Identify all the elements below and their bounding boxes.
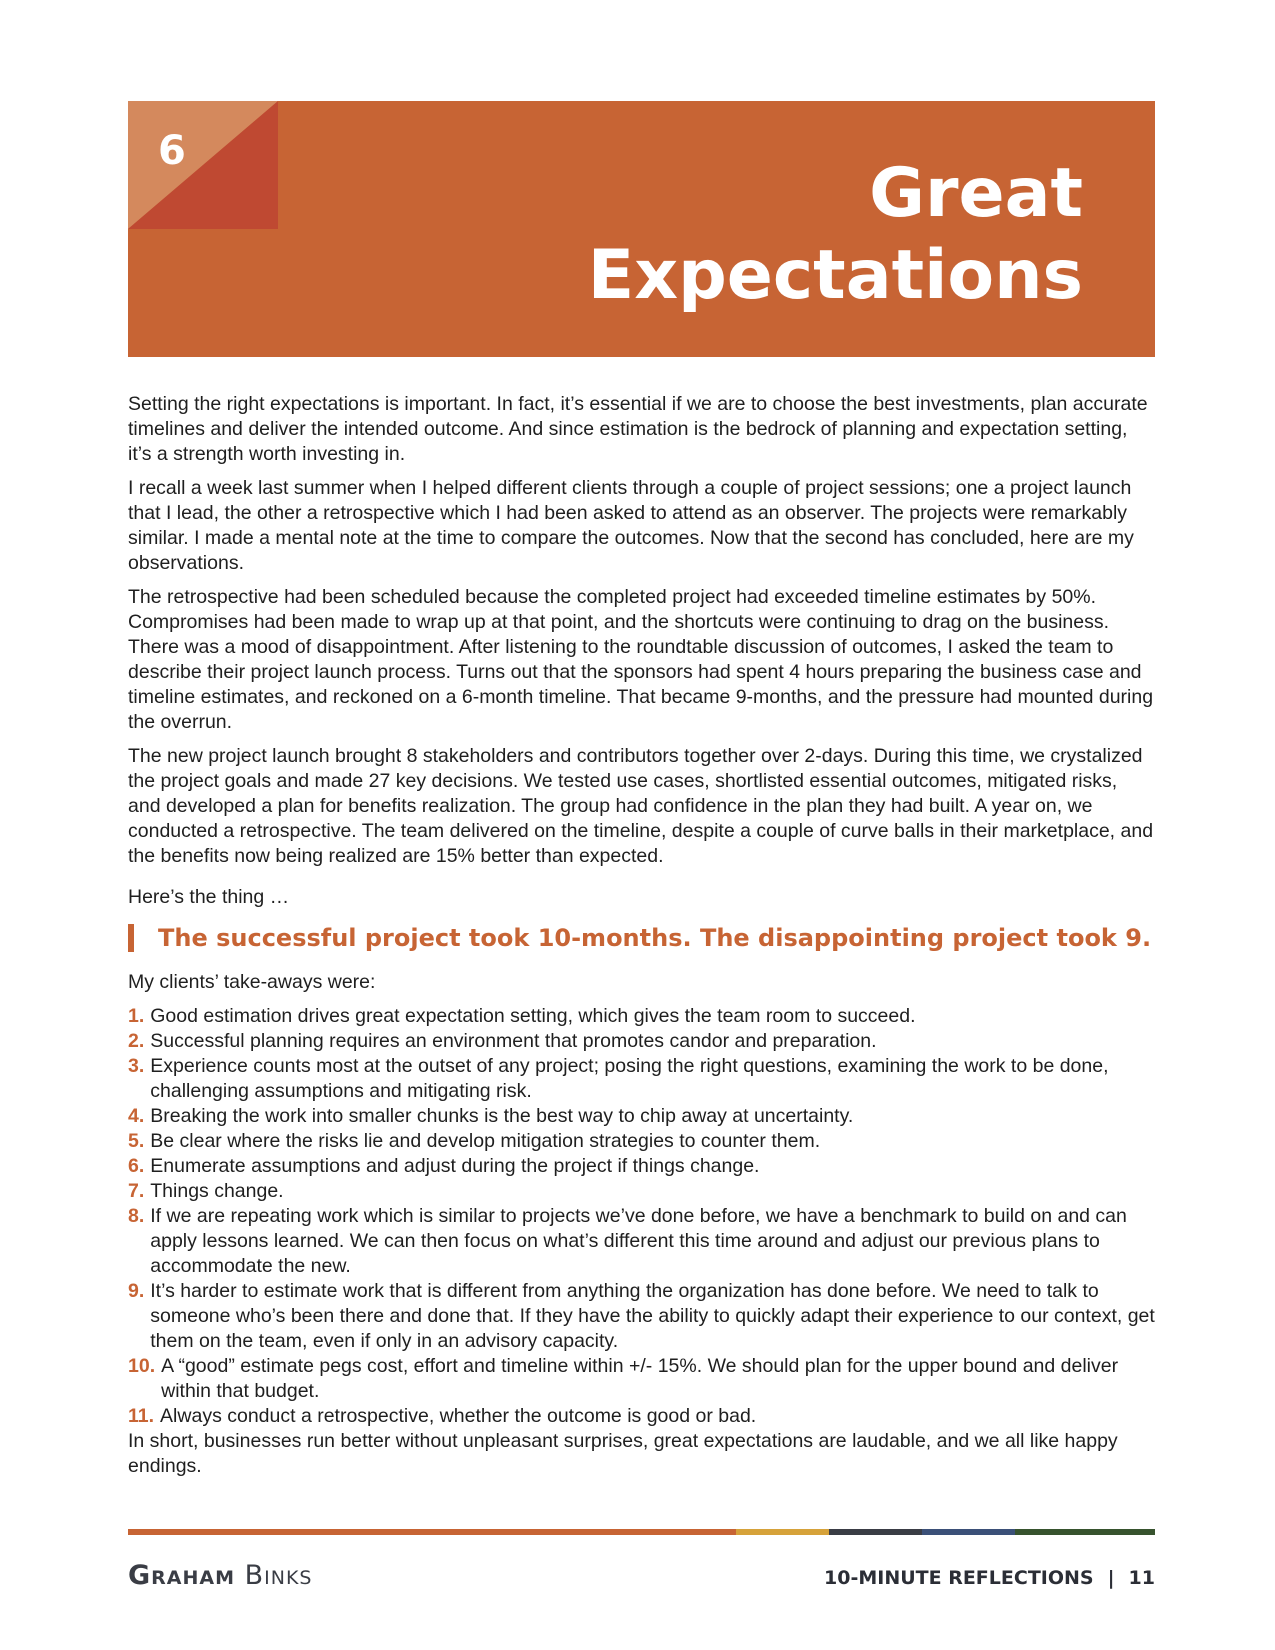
lead-in: Here’s the thing … <box>128 886 290 908</box>
list-number: 7. <box>128 1180 145 1202</box>
chapter-banner <box>128 101 1155 357</box>
rule-segment-green <box>1015 1529 1155 1535</box>
paragraph: Setting the right expectations is important. In fact, it’s essential if we are to choose the best investments, plan accurate timelines and deliver the intended outcome. And since estimation is the bedrock of planning and expectation setting, it’s a strength worth investing in. <box>128 393 1148 465</box>
author-last-name: Binks <box>244 1560 313 1591</box>
author-first-name: Graham <box>128 1560 236 1591</box>
rule-segment-gold <box>736 1529 829 1535</box>
takeaways-intro: My clients’ take-aways were: <box>128 971 376 993</box>
list-item <box>128 1354 1155 1404</box>
author-name <box>128 1561 312 1591</box>
paragraph: The new project launch brought 8 stakeholders and contributors together over 2-days. During this time, we crystalized the project goals and made 27 key decisions. We tested use cases, shortlisted essential outcomes, mitigated risks, and developed a plan for benefits realization. The group had confidence in the plan they had built. A year on, we conducted a retrospective. The team delivered on the timeline, despite a couple of curve balls in their marketplace, and the benefits now being realized are 15% better than expected. <box>128 745 1154 867</box>
list-text: Experience counts most at the outset of any project; posing the right questions, examining the work to be done, challenging assumptions and mitigating risk. <box>150 1055 1109 1102</box>
list-text: Things change. <box>150 1180 284 1202</box>
list-item <box>128 1004 1155 1029</box>
footer-rule <box>128 1529 1155 1535</box>
article-body <box>128 392 1155 1488</box>
page-number: 11 <box>1128 1567 1155 1589</box>
list-text: Breaking the work into smaller chunks is the best way to chip away at uncertainty. <box>150 1105 854 1127</box>
list-text: Be clear where the risks lie and develop mitigation strategies to counter them. <box>150 1130 821 1152</box>
list-text: If we are repeating work which is similar to projects we’ve done before, we have a benchmark to build on and can apply lessons learned. We can then focus on what’s different this time around and adjust our previous plans to accommodate the new. <box>150 1205 1127 1277</box>
rule-segment-charcoal <box>829 1529 922 1535</box>
list-item <box>128 1154 1155 1179</box>
list-number: 1. <box>128 1005 145 1027</box>
list-item <box>128 1104 1155 1129</box>
title-line-2: Expectations <box>587 236 1083 315</box>
list-item <box>128 1029 1155 1054</box>
list-item <box>128 1054 1155 1104</box>
chapter-corner-graphic <box>128 101 278 229</box>
list-text: It’s harder to estimate work that is different from anything the organization has done before. We need to talk to someone who’s been there and done that. If they have the ability to quickly adapt their experience to our context, get them on the team, even if only in an advisory capacity. <box>150 1280 1155 1352</box>
list-number: 8. <box>128 1205 145 1227</box>
list-number: 4. <box>128 1105 145 1127</box>
paragraph: I recall a week last summer when I helped different clients through a couple of project sessions; one a project launch that I lead, the other a retrospective which I had been asked to attend as an observer. The projects were remarkably similar. I made a mental note at the time to compare the outcomes. Now that the second has concluded, here are my observations. <box>128 477 1134 574</box>
list-text: Enumerate assumptions and adjust during the project if things change. <box>150 1155 760 1177</box>
closing-paragraph: In short, businesses run better without unpleasant surprises, great expectations are laudable, and we all like happy endings. <box>128 1430 1118 1477</box>
list-number: 11. <box>128 1405 155 1427</box>
series-title: 10-MINUTE REFLECTIONS <box>824 1567 1094 1589</box>
page-footer-info <box>824 1566 1155 1590</box>
paragraph: The retrospective had been scheduled because the completed project had exceeded timeline estimates by 50%. Compromises had been made to wrap up at that point, and the shortcuts were continuing to drag on the business. There was a mood of disappointment. After listening to the roundtable discussion of outcomes, I asked the team to describe their project launch process. Turns out that the sponsors had spent 4 hours preparing the business case and timeline estimates, and reckoned on a 6-month timeline. That became 9-months, and the pressure had mounted during the overrun. <box>128 586 1154 733</box>
list-text: Good estimation drives great expectation setting, which gives the team room to succeed. <box>150 1005 916 1027</box>
page-title <box>588 153 1083 317</box>
title-line-1: Great <box>869 154 1083 233</box>
list-text: A “good” estimate pegs cost, effort and timeline within +/- 15%. We should plan for the upper bound and deliver within that budget. <box>161 1355 1119 1402</box>
list-text: Always conduct a retrospective, whether the outcome is good or bad. <box>160 1405 757 1427</box>
list-item <box>128 1279 1155 1354</box>
list-number: 3. <box>128 1055 145 1077</box>
callout-quote: The successful project took 10-months. The disappointing project took 9. <box>128 924 1155 952</box>
footer-separator: | <box>1107 1567 1115 1589</box>
list-item <box>128 1129 1155 1154</box>
list-item <box>128 1179 1155 1204</box>
list-number: 2. <box>128 1030 145 1052</box>
list-number: 6. <box>128 1155 145 1177</box>
rule-segment-blue <box>922 1529 1015 1535</box>
list-number: 5. <box>128 1130 145 1152</box>
list-number: 9. <box>128 1280 145 1302</box>
list-number: 10. <box>128 1355 156 1377</box>
list-item <box>128 1404 1155 1429</box>
list-item <box>128 1204 1155 1279</box>
rule-segment-orange <box>128 1529 736 1535</box>
list-text: Successful planning requires an environment that promotes candor and preparation. <box>150 1030 877 1052</box>
chapter-number: 6 <box>158 128 186 174</box>
takeaways-list <box>128 1004 1155 1429</box>
